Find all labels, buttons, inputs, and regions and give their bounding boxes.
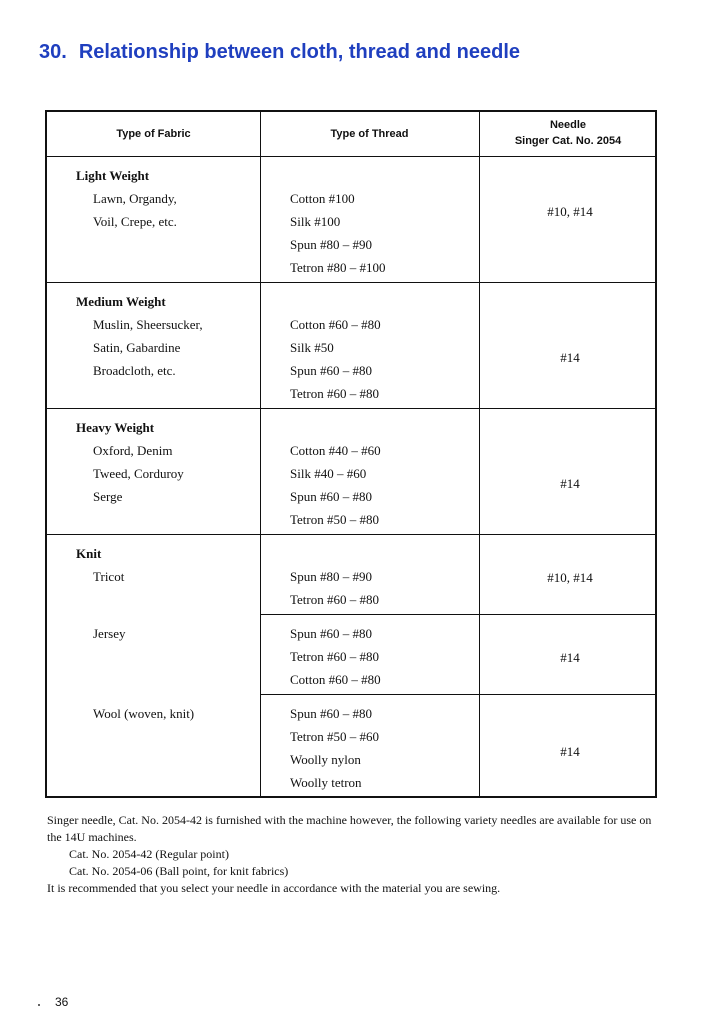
category-label: Knit <box>76 546 102 561</box>
fabric-item: Wool (woven, knit) <box>93 706 195 721</box>
thread-item: Spun #80 – #90 <box>290 569 372 584</box>
thread-item: Tetron #60 – #80 <box>290 649 379 664</box>
header-needle-line1: Needle <box>549 119 587 131</box>
thread-item: Silk #40 – #60 <box>290 466 367 481</box>
fabric-cell-medium <box>76 290 203 382</box>
thread-item: Tetron #60 – #80 <box>290 592 379 607</box>
row-divider <box>47 534 655 535</box>
page-speck <box>38 1004 40 1006</box>
thread-cell-tricot <box>290 565 379 611</box>
needle-cell-light: #10, #14 <box>547 204 593 219</box>
thread-item: Tetron #80 – #100 <box>290 260 386 275</box>
fabric-item: Satin, Gabardine <box>93 340 181 355</box>
fabric-item: Tricot <box>93 569 125 584</box>
thread-item: Spun #60 – #80 <box>290 626 372 641</box>
fabric-cell-heavy <box>76 416 184 508</box>
thread-item: Spun #60 – #80 <box>290 363 372 378</box>
category-label: Light Weight <box>76 168 150 183</box>
needle-cell-medium: #14 <box>560 350 580 365</box>
fabric-item: Broadcloth, etc. <box>93 363 176 378</box>
thread-cell-light <box>290 187 386 279</box>
thread-item: Tetron #50 – #80 <box>290 512 379 527</box>
row-divider <box>260 614 655 615</box>
thread-cell-medium <box>290 313 381 405</box>
fabric-item: Tweed, Corduroy <box>93 466 184 481</box>
fabric-item: Lawn, Organdy, <box>93 191 177 206</box>
needle-cell-jersey: #14 <box>560 650 580 665</box>
thread-item: Tetron #60 – #80 <box>290 386 379 401</box>
section-title: Relationship between cloth, thread and needle <box>78 41 520 63</box>
note-line: Cat. No. 2054-42 (Regular point) <box>69 847 229 861</box>
needle-cell-wool: #14 <box>560 744 580 759</box>
fabric-cell-knit <box>76 542 124 588</box>
thread-item: Cotton #40 – #60 <box>290 443 381 458</box>
fabric-item: Jersey <box>93 626 126 641</box>
footnotes <box>47 812 663 897</box>
header-fabric: Type of Fabric <box>116 128 191 140</box>
thread-item: Cotton #60 – #80 <box>290 317 381 332</box>
thread-item: Spun #80 – #90 <box>290 237 372 252</box>
thread-item: Cotton #100 <box>290 191 355 206</box>
row-divider <box>260 694 655 695</box>
thread-cell-wool <box>290 702 379 794</box>
thread-cell-jersey <box>290 622 381 691</box>
fabric-item: Muslin, Sheersucker, <box>93 317 203 332</box>
fabric-item: Oxford, Denim <box>93 443 173 458</box>
thread-item: Tetron #50 – #60 <box>290 729 379 744</box>
section-number: 30. <box>39 41 67 63</box>
page-title <box>39 41 520 64</box>
note-line: It is recommended that you select your needle in accordance with the material you are sewing. <box>47 881 501 895</box>
header-needle-line2: Singer Cat. No. 2054 <box>514 135 622 147</box>
note-line: Singer needle, Cat. No. 2054-42 is furnished with the machine however, the following variety needles are available for use on the 14U machines. <box>47 813 652 844</box>
needle-cell-tricot: #10, #14 <box>547 570 593 585</box>
header-thread: Type of Thread <box>330 128 409 140</box>
category-label: Heavy Weight <box>76 420 155 435</box>
thread-item: Silk #100 <box>290 214 341 229</box>
thread-item: Woolly tetron <box>290 775 362 790</box>
category-label: Medium Weight <box>76 294 166 309</box>
row-divider <box>47 282 655 283</box>
thread-cell-heavy <box>290 439 381 531</box>
thread-item: Silk #50 <box>290 340 334 355</box>
needle-cell-heavy: #14 <box>560 476 580 491</box>
thread-item: Cotton #60 – #80 <box>290 672 381 687</box>
fabric-item: Voil, Crepe, etc. <box>93 214 177 229</box>
thread-item: Spun #60 – #80 <box>290 706 372 721</box>
row-divider <box>47 408 655 409</box>
thread-item: Spun #60 – #80 <box>290 489 372 504</box>
cloth-thread-needle-table <box>45 110 657 798</box>
header-needle <box>479 117 657 149</box>
thread-item: Woolly nylon <box>290 752 361 767</box>
fabric-item: Serge <box>93 489 123 504</box>
note-line: Cat. No. 2054-06 (Ball point, for knit fabrics) <box>69 864 289 878</box>
row-divider <box>47 156 655 157</box>
page-number: 36 <box>55 995 69 1009</box>
fabric-cell-light <box>76 164 177 233</box>
